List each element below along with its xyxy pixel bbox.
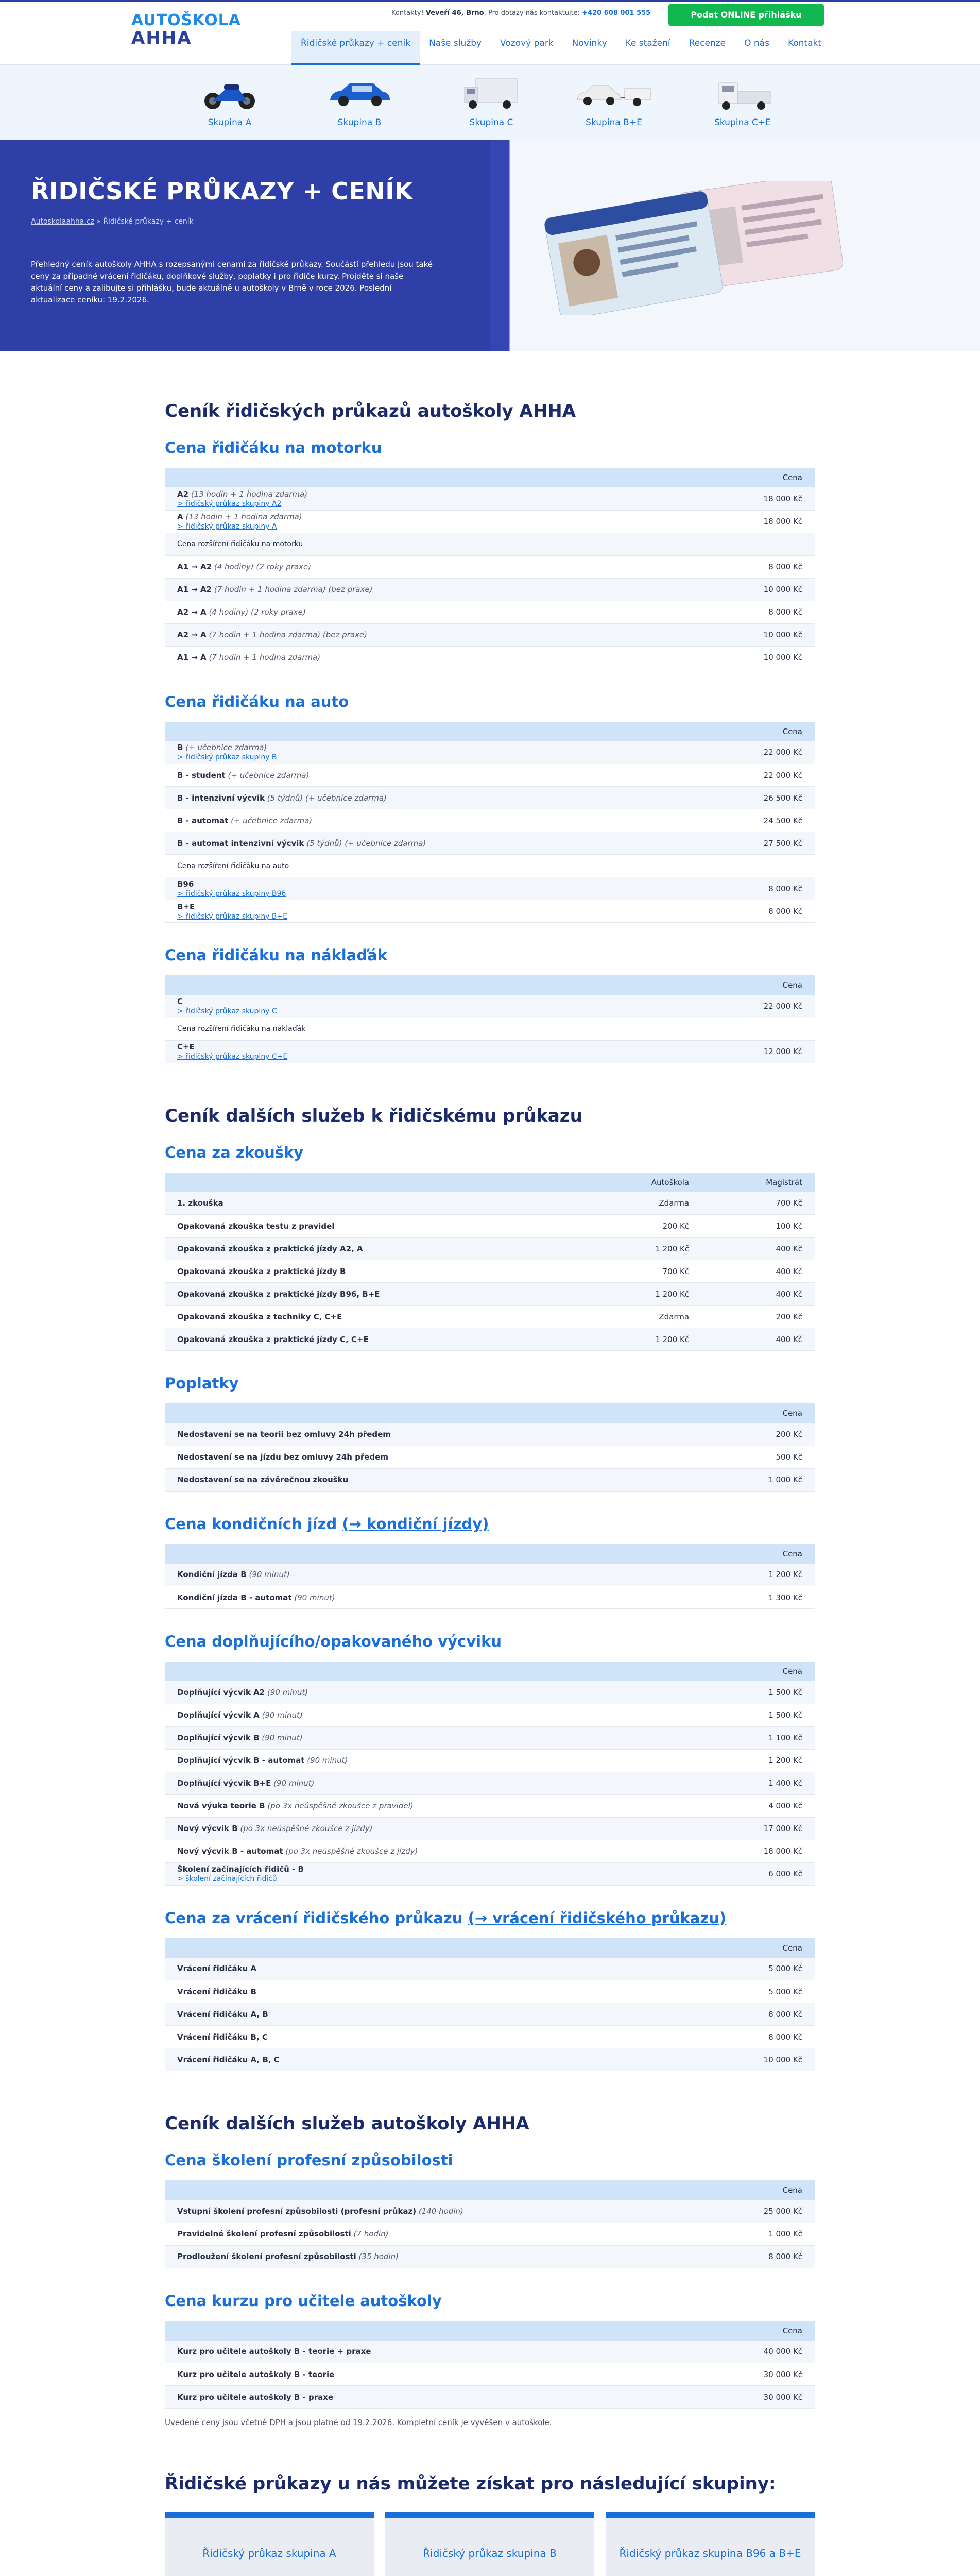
nav-item-fleet[interactable]: Vozový park (500, 38, 554, 48)
table-row: Vrácení řidičáku A, B 8 000 Kč (165, 2003, 815, 2026)
table-row: C > řidičský průkaz skupiny C 22 000 Kč (165, 995, 815, 1018)
table-row: Nedostavení se na závěrečnou zkoušku 1 000 Kč (165, 1468, 815, 1491)
return-heading: Cena za vrácení řidičského průkazu (→ vrácení řidičského průkazu) (165, 1909, 727, 1927)
return-table: Cena Vrácení řidičáku A 5 000 Kč Vrácení řidičáku B 5 000 Kč Vrácení řidičáku A, B 8 000 Kč Vrácení řidičáku B, C 8 000 Kč Vrácení řidičáku A, B, C 10 000 Kč (165, 1938, 815, 2072)
table-row: Pravidelné školení profesní způsobilosti (7 hodin) 1 000 Kč (165, 2223, 815, 2245)
table-row: B - automat intenzivní výcvik (5 týdnů) (+ učebnice zdarma) 27 500 Kč (165, 832, 815, 855)
table-row: Opakovaná zkouška z praktické jízdy C, C+E 1 200 Kč 400 Kč (165, 1328, 815, 1351)
moto-heading: Cena řidičáku na motorku (165, 439, 382, 456)
logo[interactable] (131, 11, 241, 48)
table-row: Doplňující výcvik A2 (90 minut) 1 500 Kč (165, 1681, 815, 1704)
table-row: A2 → A (4 hodiny) (2 roky praxe) 8 000 Kč (165, 601, 815, 623)
group-link[interactable]: > řidičský průkaz skupiny B (177, 753, 277, 762)
hero-panel (0, 140, 490, 351)
breadcrumb-home[interactable]: Autoskolaahha.cz (31, 217, 94, 226)
table-row: Nová výuka teorie B (po 3x neúspěšné zkoušce z pravidel) 4 000 Kč (165, 1794, 815, 1817)
extra-heading: Cena doplňujícího/opakovaného výcviku (165, 1633, 502, 1650)
nav-item-pricing[interactable]: Řidičské průkazy + ceník (291, 31, 420, 65)
kond-link[interactable]: (→ kondiční jízdy) (342, 1515, 489, 1533)
vehicle-group-b[interactable]: Skupina B (318, 74, 401, 128)
car-icon (326, 77, 393, 111)
main-content (165, 351, 815, 2576)
header-contact: Kontakty! Veveří 46, Brno, Pro dotazy nás kontaktujte: +420 608 001 555 (391, 9, 651, 17)
table-row: Školení začínajících řidičů - B > školení začínajících řidičů 6 000 Kč (165, 1862, 815, 1885)
table-row: 1. zkouška Zdarma 700 Kč (165, 1192, 815, 1215)
vehicle-group-a[interactable]: Skupina A (188, 74, 271, 128)
table-row: Vrácení řidičáku A 5 000 Kč (165, 1958, 815, 1980)
car-trailer-icon (575, 77, 652, 111)
table-row: C+E > řidičský průkaz skupiny C+E 12 000 Kč (165, 1040, 815, 1063)
group-card-b[interactable]: Řidičský průkaz skupina B (385, 2512, 594, 2576)
group-link[interactable]: > řidičský průkaz skupiny B+E (177, 912, 288, 921)
table-row: Kondiční jízda B (90 minut) 1 200 Kč (165, 1564, 815, 1586)
table-row: Opakovaná zkouška z techniky C, C+E Zdarma 200 Kč (165, 1306, 815, 1328)
table-row: Doplňující výcvik B - automat (90 minut) 1 200 Kč (165, 1749, 815, 1772)
hero-text: Přehledný ceník autoškoly AHHA s rozepsanými cenami za řidičské průkazy. Součástí přehledu jsou také ceny za případné vrácení řidičáku, doplňkové služby, poplatky i pro řidiče kurzy. Projděte si naše aktuální ceny a zalibujte si přihlášku, bude aktuálně u autoškoly v Brně v roce 2026. Poslední aktualizace ceníku: 19.2.2026. (31, 260, 433, 304)
truck-heading: Cena řidičáku na náklaďák (165, 946, 387, 964)
group-card-a[interactable]: Řidičský průkaz skupina A (165, 2512, 374, 2576)
group-link[interactable]: > řidičský průkaz skupiny C+E (177, 1053, 288, 1061)
logo-top: AUTOŠKOLA (131, 11, 241, 29)
table-row: Nový výcvik B (po 3x neúspěšné zkoušce z jízdy) 17 000 Kč (165, 1817, 815, 1840)
table-row: Prodloužení školení profesní způsobilosti (35 hodin) 8 000 Kč (165, 2245, 815, 2268)
kond-heading: Cena kondičních jízd (→ kondiční jízdy) (165, 1515, 489, 1533)
site-header (0, 0, 980, 65)
table-row: B+E > řidičský průkaz skupiny B+E 8 000 Kč (165, 900, 815, 923)
return-link[interactable]: (→ vrácení řidičského průkazu) (468, 1909, 727, 1927)
truck-price-table: Cena C > řidičský průkaz skupiny C 22 000 Kč Cena rozšíření řidičáku na náklaďák C+E > řidičský průkaz skupiny C+E 12 000 Kč (165, 975, 815, 1063)
table-row: A2 → A (7 hodin + 1 hodina zdarma) (bez praxe) 10 000 Kč (165, 623, 815, 646)
exams-table: Autoškola Magistrát 1. zkouška Zdarma 700 Kč Opakovaná zkouška testu z pravidel 200 Kč 100 Kč Opakovaná zkouška z praktické jízdy A2, A 1 200 Kč 400 Kč Opakovaná zkouška z praktické jízdy B 700 Kč 400 Kč Opakovaná zkouška z praktické jízdy B96, B+E 1 200 Kč 400 Kč Opakovaná zkouška z techniky C, C+E Zdarma 200 Kč Opakovaná zkouška z praktické jízdy C, C+E 1 200 Kč 400 Kč (165, 1173, 815, 1351)
table-row: Doplňující výcvik B (90 minut) 1 100 Kč (165, 1726, 815, 1749)
breadcrumb: Autoskolaahha.cz » Řidičské průkazy + ceník (31, 217, 194, 226)
truck-trailer-icon (712, 76, 773, 113)
groups-heading: Řidičské průkazy u nás můžete získat pro následující skupiny: (165, 2473, 776, 2494)
kond-table: Cena Kondiční jízda B (90 minut) 1 200 Kč Kondiční jízda B - automat (90 minut) 1 300 Kč (165, 1544, 815, 1609)
fees-heading: Poplatky (165, 1375, 239, 1392)
auto-heading: Cena řidičáku na auto (165, 692, 349, 710)
table-row: A (13 hodin + 1 hodina zdarma) > řidičský průkaz skupiny A 18 000 Kč (165, 510, 815, 533)
fees-table: Cena Nedostavení se na teorii bez omluvy 24h předem 200 Kč Nedostavení se na jízdu bez omluvy 24h předem 500 Kč Nedostavení se na závěrečnou zkoušku 1 000 Kč (165, 1403, 815, 1492)
table-row: Opakovaná zkouška testu z pravidel 200 Kč 100 Kč (165, 1215, 815, 1238)
prof-table: Cena Vstupní školení profesní způsobilosti (profesní průkaz) (140 hodin) 25 000 Kč Pravidelné školení profesní způsobilosti (7 hodin) 1 000 Kč Prodloužení školení profesní způsobilosti (35 hodin) 8 000 Kč (165, 2180, 815, 2268)
table-row: B96 > řidičský průkaz skupiny B96 8 000 Kč (165, 877, 815, 900)
table-row: Kurz pro učitele autoškoly B - teorie 30 000 Kč (165, 2363, 815, 2386)
table-row: Vrácení řidičáku B 5 000 Kč (165, 1980, 815, 2003)
table-row: Cena rozšíření řidičáku na motorku (165, 533, 815, 555)
group-link[interactable]: > řidičský průkaz skupiny C (177, 1007, 277, 1015)
table-row: B - intenzivní výcvik (5 týdnů) (+ učebnice zdarma) 26 500 Kč (165, 787, 815, 809)
group-link[interactable]: > řidičský průkaz skupiny A2 (177, 499, 282, 508)
table-row: B (+ učebnice zdarma) > řidičský průkaz skupiny B 22 000 Kč (165, 741, 815, 764)
group-cards (165, 2512, 815, 2576)
table-row: Nedostavení se na teorii bez omluvy 24h předem 200 Kč (165, 1423, 815, 1446)
training-link[interactable]: > školení začínajících řidičů (177, 1875, 277, 1883)
table-row: B - student (+ učebnice zdarma) 22 000 Kč (165, 764, 815, 787)
table-row: Nedostavení se na jízdu bez omluvy 24h předem 500 Kč (165, 1446, 815, 1468)
table-row: A2 (13 hodin + 1 hodina zdarma) > řidičský průkaz skupiny A2 18 000 Kč (165, 487, 815, 510)
nav-item-services[interactable]: Naše služby (429, 38, 482, 48)
page-title: ŘIDIČSKÉ PRŮKAZY + CENÍK (31, 177, 414, 205)
vehicle-strip (0, 65, 980, 140)
table-row: Opakovaná zkouška z praktické jízdy B96, B+E 1 200 Kč 400 Kč (165, 1283, 815, 1306)
main-nav (291, 31, 831, 65)
prof-heading: Cena školení profesní způsobilosti (165, 2151, 453, 2169)
exams-heading: Cena za zkoušky (165, 1143, 304, 1161)
nav-item-contact[interactable]: Kontakt (787, 38, 822, 48)
table-row: B - automat (+ učebnice zdarma) 24 500 Kč (165, 809, 815, 832)
vehicle-group-be[interactable]: Skupina B+E (573, 74, 655, 128)
table-row: Nový výcvik B - automat (po 3x neúspěšné zkoušce z jízdy) 18 000 Kč (165, 1840, 815, 1862)
extra-table: Cena Doplňující výcvik A2 (90 minut) 1 500 Kč Doplňující výcvik A (90 minut) 1 500 Kč Doplňující výcvik B (90 minut) 1 100 Kč Doplňující výcvik B - automat (90 minut) 1 200 Kč Doplňující výcvik B+E (90 minut) 1 400 Kč Nová výuka teorie B (po 3x neúspěšné zkoušce z pravidel) 4 000 Kč Nový výcvik B (po 3x neúspěšné zkoušce z jízdy) 17 000 Kč Nový výcvik B - automat (po 3x neúspěšné zkoušce z jízdy) 18 000 Kč Školení začínajících řidičů - B > školení začínajících řidičů 6 000 Kč (165, 1662, 815, 1886)
vehicle-group-c[interactable]: Skupina C (450, 74, 532, 128)
table-row: Vrácení řidičáku A, B, C 10 000 Kč (165, 2048, 815, 2071)
table-row: Cena rozšíření řidičáku na auto (165, 855, 815, 877)
hero (0, 140, 980, 351)
table-row: A1 → A2 (7 hodin + 1 hodina zdarma) (bez praxe) 10 000 Kč (165, 578, 815, 601)
auto-price-table: Cena B (+ učebnice zdarma) > řidičský průkaz skupiny B 22 000 Kč B - student (+ učebnice zdarma) 22 000 Kč B - intenzivní výcvik (5 týdnů) (+ učebnice zdarma) 26 500 Kč B - automat (+ učebnice zdarma) 24 500 Kč B - automat intenzivní výcvik (5 týdnů) (+ učebnice zdarma) 27 500 Kč Cena rozšíření řidičáku na auto B96 > řidičský průkaz skupiny B96 8 000 Kč B+E > řidičský průkaz skupiny B+E 8 000 Kč (165, 722, 815, 923)
table-row: Opakovaná zkouška z praktické jízdy B 700 Kč 400 Kč (165, 1260, 815, 1283)
table-row: A1 → A (7 hodin + 1 hodina zdarma) 10 000 Kč (165, 646, 815, 669)
group-link[interactable]: > řidičský průkaz skupiny B96 (177, 889, 286, 898)
vehicle-group-ce[interactable]: Skupina C+E (701, 74, 784, 128)
table-row: Opakovaná zkouška z praktické jízdy A2, A 1 200 Kč 400 Kč (165, 1238, 815, 1260)
more-services-heading: Ceník dalších služeb autoškoly AHHA (165, 2113, 529, 2134)
license-cards-image (530, 181, 860, 315)
services-heading: Ceník dalších služeb k řidičskému průkazu (165, 1105, 582, 1126)
table-row: Vrácení řidičáku B, C 8 000 Kč (165, 2026, 815, 2048)
table-row: Kurz pro učitele autoškoly B - teorie + praxe 40 000 Kč (165, 2341, 815, 2363)
group-card-b96-be[interactable]: Řidičský průkaz skupina B96 a B+E (606, 2512, 815, 2576)
motorcycle-icon (201, 77, 258, 111)
table-row: Cena rozšíření řidičáku na náklaďák (165, 1018, 815, 1040)
nav-item-downloads[interactable]: Ke stažení (625, 38, 670, 48)
table-row: A1 → A2 (4 hodiny) (2 roky praxe) 8 000 Kč (165, 555, 815, 578)
pricing-heading: Ceník řidičských průkazů autoškoly AHHA (165, 401, 576, 421)
online-application-button[interactable]: Podat ONLINE přihlášku (668, 4, 824, 26)
table-row: Doplňující výcvik B+E (90 minut) 1 400 Kč (165, 1772, 815, 1794)
nav-item-news[interactable]: Novinky (572, 38, 607, 48)
group-link[interactable]: > řidičský průkaz skupiny A (177, 522, 277, 531)
teacher-heading: Cena kurzu pro učitele autoškoly (165, 2292, 442, 2310)
logo-bottom: AHHA (131, 28, 192, 48)
moto-price-table: Cena A2 (13 hodin + 1 hodina zdarma) > řidičský průkaz skupiny A2 18 000 Kč A (13 hodin + 1 hodina zdarma) > řidičský průkaz skupiny A 18 000 Kč Cena rozšíření řidičáku na motorku A1 → A2 (4 hodiny) (2 roky praxe) 8 000 Kč A1 → A2 (7 hodin + 1 hodina zdarma) (bez praxe) 10 000 Kč A2 → A (4 hodiny) (2 roky praxe) 8 000 Kč A2 → A (7 hodin + 1 hodina zdarma) (bez praxe) 10 000 Kč A1 → A (7 hodin + 1 hodina zdarma) 10 000 Kč (165, 468, 815, 669)
nav-item-reviews[interactable]: Recenze (689, 38, 726, 48)
nav-item-about[interactable]: O nás (744, 38, 769, 48)
table-row: Vstupní školení profesní způsobilosti (profesní průkaz) (140 hodin) 25 000 Kč (165, 2200, 815, 2223)
table-row: Doplňující výcvik A (90 minut) 1 500 Kč (165, 1704, 815, 1726)
header-phone[interactable]: +420 608 001 555 (582, 9, 651, 17)
truck-icon (460, 76, 522, 113)
price-note: Uvedené ceny jsou včetně DPH a jsou platné od 19.2.2026. Kompletní ceník je vyvěšen v autoškole. (165, 2418, 552, 2427)
teacher-table: Cena Kurz pro učitele autoškoly B - teorie + praxe 40 000 Kč Kurz pro učitele autoškoly B - teorie 30 000 Kč Kurz pro učitele autoškoly B - praxe 30 000 Kč (165, 2321, 815, 2409)
table-row: Kondiční jízda B - automat (90 minut) 1 300 Kč (165, 1586, 815, 1609)
table-row: Kurz pro učitele autoškoly B - praxe 30 000 Kč (165, 2386, 815, 2409)
